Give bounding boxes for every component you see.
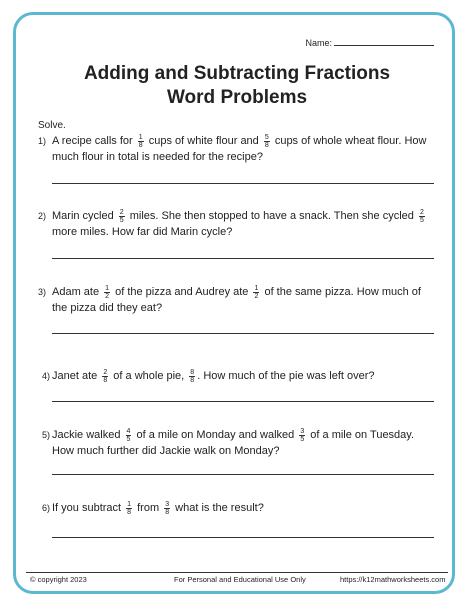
question-number: 6) [42,503,51,513]
fraction-numerator: 1 [105,284,110,292]
instructions: Solve. [38,120,66,131]
text-segment: cups of whole wheat flour. How [271,135,427,147]
question-2 [38,208,442,240]
fraction [138,134,144,149]
answer-line[interactable] [52,401,434,402]
fraction [189,369,195,384]
text-segment: of a whole pie, [110,370,188,382]
fraction-denominator: 8 [103,376,108,384]
fraction-numerator: 2 [103,368,108,376]
fraction [102,369,108,384]
text-segment: Adam ate [52,286,103,298]
fraction-numerator: 1 [138,133,143,141]
page-title: Adding and Subtracting Fractions [83,63,391,84]
text-segment: If you subtract [52,502,125,514]
question-6 [42,500,442,516]
fraction-numerator: 2 [119,208,124,216]
fraction-numerator: 3 [165,500,170,508]
text-segment: Janet ate [52,370,101,382]
name-blank-line [334,37,434,46]
fraction [119,209,125,224]
name-label: Name: [305,38,332,48]
text-segment: of a mile on Tuesday. [307,429,415,441]
question-number: 2) [38,211,47,221]
fraction [299,428,305,443]
footer-usage: For Personal and Educational Use Only [174,575,306,584]
fraction-denominator: 8 [165,508,170,516]
question-number: 3) [38,287,47,297]
question-text [52,133,442,149]
answer-line[interactable] [52,183,434,184]
text-segment: . How much of the pie was left over? [197,370,375,382]
fraction-denominator: 8 [190,376,195,384]
name-field [305,37,434,48]
question-text-continued: the pizza did they eat? [52,302,163,314]
text-segment: cups of white flour and [145,135,262,147]
text-segment: of a mile on Monday and walked [133,429,298,441]
question-1 [38,133,442,165]
fraction-denominator: 5 [300,435,305,443]
text-segment: A recipe calls for [52,135,136,147]
question-text [52,284,442,300]
fraction-denominator: 5 [419,216,424,224]
fraction [126,428,132,443]
text-segment: what is the result? [172,502,264,514]
fraction-numerator: 3 [300,427,305,435]
question-number: 4) [42,371,51,381]
fraction [104,285,110,300]
answer-line[interactable] [52,474,434,475]
fraction [264,134,270,149]
text-segment: Jackie walked [52,429,124,441]
answer-line[interactable] [52,333,434,334]
question-text-continued: much flour in total is needed for the recipe? [52,151,263,163]
footer-copyright: © copyright 2023 [30,575,87,584]
question-number: 1) [38,136,47,146]
footer-divider [26,572,448,573]
text-segment: from [134,502,163,514]
page-subtitle: Word Problems [166,87,308,108]
question-text [52,500,442,516]
fraction-denominator: 5 [119,216,124,224]
question-4 [42,368,442,384]
fraction [164,501,170,516]
fraction-denominator: 8 [127,508,132,516]
fraction-numerator: 2 [419,208,424,216]
text-segment: of the pizza and Audrey ate [112,286,252,298]
answer-line[interactable] [52,258,434,259]
fraction [126,501,132,516]
fraction-denominator: 2 [105,292,110,300]
answer-line[interactable] [52,537,434,538]
question-text [52,208,442,224]
question-number: 5) [42,430,51,440]
text-segment: of the same pizza. How much of [261,286,421,298]
fraction-numerator: 4 [126,427,131,435]
fraction-denominator: 8 [138,141,143,149]
fraction-denominator: 2 [254,292,259,300]
question-text-continued: more miles. How far did Marin cycle? [52,226,233,238]
fraction-denominator: 5 [126,435,131,443]
text-segment: miles. She then stopped to have a snack. Then she cycled [126,210,417,222]
fraction-numerator: 5 [264,133,269,141]
fraction-numerator: 8 [190,368,195,376]
fraction-numerator: 1 [254,284,259,292]
footer-website: https://k12mathworksheets.com [340,575,446,584]
text-segment: Marin cycled [52,210,117,222]
question-text-continued: How much further did Jackie walk on Monday? [52,445,280,457]
question-text [52,427,442,443]
question-3 [38,284,442,316]
question-5 [42,427,442,459]
fraction-denominator: 8 [264,141,269,149]
question-text [52,368,442,384]
fraction-numerator: 1 [127,500,132,508]
fraction [419,209,425,224]
fraction [253,285,259,300]
